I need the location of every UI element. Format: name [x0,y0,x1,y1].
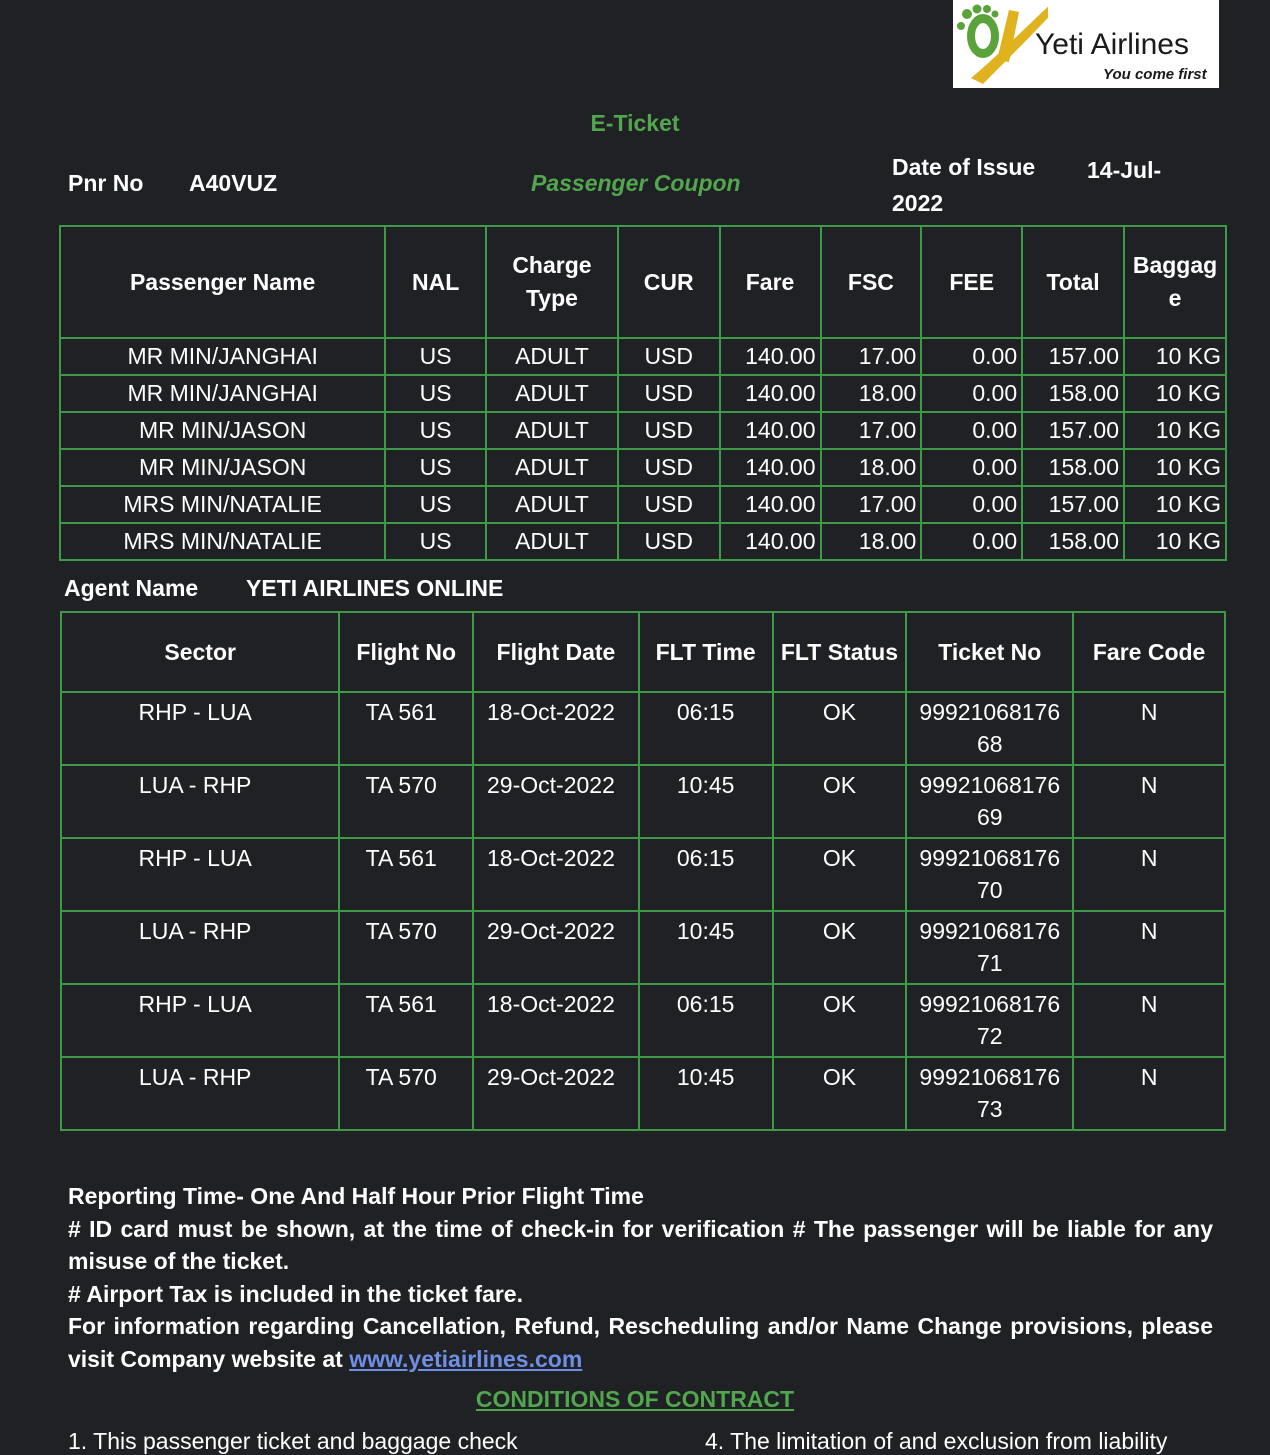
flight-table [60,611,1226,1131]
ticket-no-part2: 72 [976,1023,1003,1049]
passenger-cell: US [385,338,486,375]
fare-code-cell: N [1073,692,1225,765]
passenger-cell: 140.00 [720,449,821,486]
flight-no-cell: TA 570 [339,1057,473,1130]
agent-name-label: Agent Name [64,575,199,601]
page-title: E-Ticket [590,110,680,136]
ticket-notes [68,1180,1213,1375]
conditions-of-contract-heading: CONDITIONS OF CONTRACT [475,1386,795,1412]
ticket-no-cell [906,765,1073,838]
ticket-no-part1: 99921068176 [919,991,1061,1017]
sector-cell: LUA - RHP [61,911,339,984]
pnr-value: A40VUZ [189,170,278,196]
condition-4-text: 4. The limitation of and exclusion from liability [705,1428,1168,1454]
col-header-flight-no: Flight No [339,612,473,692]
ticket-no-part2: 71 [976,950,1003,976]
flt-time-cell: 10:45 [639,911,773,984]
passenger-cell: US [385,523,486,560]
yeti-airlines-logo [953,0,1219,88]
passenger-cell: MR MIN/JANGHAI [60,338,385,375]
sector-cell: RHP - LUA [61,984,339,1057]
note-reporting-time: Reporting Time- One And Half Hour Prior Flight Time [68,1183,644,1209]
charge-type-line1: Charge [512,252,592,278]
flight-no-cell: TA 570 [339,765,473,838]
flight-date-cell: 29-Oct-2022 [473,1057,639,1130]
flt-time-cell: 06:15 [639,838,773,911]
passenger-cell: 140.00 [720,523,821,560]
ticket-no-part1: 99921068176 [919,1064,1061,1090]
passenger-cell: 140.00 [720,338,821,375]
passenger-cell: ADULT [486,375,618,412]
fare-code-cell: N [1073,984,1225,1057]
col-header-charge-type [486,226,618,338]
agent-name-value: YETI AIRLINES ONLINE [246,575,504,601]
flt-status-cell: OK [773,984,907,1057]
col-header-baggage [1124,226,1226,338]
passenger-cell: MRS MIN/NATALIE [60,523,385,560]
flight-no-cell: TA 561 [339,838,473,911]
passenger-cell: 17.00 [821,338,922,375]
baggage-line2: e [1168,285,1182,311]
col-header-nal: NAL [385,226,486,338]
flt-time-cell: 06:15 [639,692,773,765]
passenger-row [60,523,1226,560]
passenger-cell: ADULT [486,338,618,375]
passenger-cell: 10 KG [1124,523,1226,560]
passenger-cell: 157.00 [1022,338,1124,375]
passenger-cell: 157.00 [1022,412,1124,449]
note-airport-tax: # Airport Tax is included in the ticket fare. [68,1280,523,1307]
passenger-cell: 10 KG [1124,375,1226,412]
passenger-cell: 17.00 [821,412,922,449]
passenger-cell: 10 KG [1124,486,1226,523]
passenger-cell: US [385,375,486,412]
passenger-cell: MR MIN/JASON [60,412,385,449]
passenger-table [59,225,1227,561]
flight-no-cell: TA 561 [339,984,473,1057]
flight-date-cell: 18-Oct-2022 [473,692,639,765]
note-cancellation-text: For information regarding Cancellation, Refund, Rescheduling and/or Name Change provisions, please visit Company website at [68,1313,1213,1372]
passenger-cell: 0.00 [921,412,1022,449]
flight-row [61,765,1225,838]
condition-1-text: 1. This passenger ticket and baggage check [68,1428,518,1454]
flight-table-header [61,612,1225,692]
passenger-cell: 158.00 [1022,375,1124,412]
passenger-row [60,412,1226,449]
ticket-no-part1: 99921068176 [919,845,1061,871]
passenger-cell: MRS MIN/NATALIE [60,486,385,523]
flt-status-cell: OK [773,692,907,765]
ticket-no-cell [906,838,1073,911]
passenger-cell: US [385,486,486,523]
note-cancellation [68,1310,1213,1375]
fare-code-cell: N [1073,1057,1225,1130]
col-header-cur: CUR [618,226,720,338]
flt-time-cell: 10:45 [639,765,773,838]
col-header-fsc: FSC [821,226,922,338]
col-header-flight-date: Flight Date [473,612,639,692]
passenger-cell: USD [618,449,720,486]
passenger-cell: 10 KG [1124,338,1226,375]
baggage-line1: Baggag [1132,252,1218,278]
passenger-cell: 10 KG [1124,412,1226,449]
col-header-flt-time: FLT Time [639,612,773,692]
passenger-cell: 140.00 [720,486,821,523]
date-of-issue-label: Date of Issue [892,154,1036,180]
sector-cell: LUA - RHP [61,1057,339,1130]
flight-date-cell: 18-Oct-2022 [473,984,639,1057]
passenger-cell: ADULT [486,412,618,449]
fare-code-cell: N [1073,765,1225,838]
passenger-cell: ADULT [486,449,618,486]
passenger-cell: 158.00 [1022,523,1124,560]
passenger-cell: 0.00 [921,338,1022,375]
flt-time-cell: 10:45 [639,1057,773,1130]
note-id-card: # ID card must be shown, at the time of check-in for verification # The passenger will be liable for any misuse of the ticket. [68,1215,1213,1274]
flt-status-cell: OK [773,838,907,911]
ticket-no-part1: 99921068176 [919,699,1061,725]
col-header-total: Total [1022,226,1124,338]
passenger-cell: MR MIN/JANGHAI [60,375,385,412]
passenger-cell: 18.00 [821,523,922,560]
ticket-no-part1: 99921068176 [919,772,1061,798]
flight-date-cell: 29-Oct-2022 [473,765,639,838]
passenger-cell: USD [618,523,720,560]
ticket-no-cell [906,984,1073,1057]
logo-name: Yeti Airlines [1035,28,1189,61]
col-header-flt-status: FLT Status [773,612,907,692]
flight-no-cell: TA 561 [339,692,473,765]
passenger-cell: 17.00 [821,486,922,523]
passenger-cell: USD [618,375,720,412]
passenger-row [60,338,1226,375]
passenger-cell: US [385,412,486,449]
flight-date-cell: 18-Oct-2022 [473,838,639,911]
passenger-table-header [60,226,1226,338]
passenger-cell: 158.00 [1022,449,1124,486]
col-header-fare: Fare [720,226,821,338]
flight-row [61,692,1225,765]
passenger-cell: 0.00 [921,523,1022,560]
company-website-link[interactable]: www.yetiairlines.com [349,1345,583,1372]
passenger-cell: USD [618,486,720,523]
passenger-cell: 0.00 [921,486,1022,523]
flight-date-cell: 29-Oct-2022 [473,911,639,984]
flight-row [61,1057,1225,1130]
passenger-cell: MR MIN/JASON [60,449,385,486]
passenger-cell: US [385,449,486,486]
passenger-cell: 18.00 [821,375,922,412]
logo-tagline: You come first [1103,66,1207,83]
passenger-cell: 140.00 [720,375,821,412]
fare-code-cell: N [1073,911,1225,984]
ticket-no-cell [906,1057,1073,1130]
flight-row [61,838,1225,911]
flt-status-cell: OK [773,911,907,984]
col-header-ticket-no: Ticket No [906,612,1073,692]
passenger-cell: 157.00 [1022,486,1124,523]
passenger-cell: USD [618,412,720,449]
flight-row [61,911,1225,984]
date-of-issue-value [892,154,1182,220]
ticket-no-part2: 70 [976,877,1003,903]
passenger-cell: 0.00 [921,375,1022,412]
ticket-no-part2: 68 [976,731,1003,757]
fare-code-cell: N [1073,838,1225,911]
col-header-passenger-name: Passenger Name [60,226,385,338]
col-header-sector: Sector [61,612,339,692]
date-of-issue-line1: 14-Jul- [1087,157,1162,183]
coupon-title: Passenger Coupon [531,170,741,196]
flt-status-cell: OK [773,765,907,838]
sector-cell: RHP - LUA [61,692,339,765]
ticket-no-cell [906,692,1073,765]
passenger-cell: ADULT [486,486,618,523]
ticket-no-part2: 69 [976,804,1003,830]
passenger-cell: 10 KG [1124,449,1226,486]
passenger-cell: 18.00 [821,449,922,486]
ticket-no-part1: 99921068176 [919,918,1061,944]
sector-cell: RHP - LUA [61,838,339,911]
pnr-label: Pnr No [68,170,144,196]
col-header-fee: FEE [921,226,1022,338]
ticket-no-cell [906,911,1073,984]
logo-mark-icon [953,0,1048,88]
col-header-fare-code: Fare Code [1073,612,1225,692]
passenger-row [60,375,1226,412]
flight-row [61,984,1225,1057]
sector-cell: LUA - RHP [61,765,339,838]
flight-no-cell: TA 570 [339,911,473,984]
passenger-cell: USD [618,338,720,375]
date-of-issue-line2: 2022 [892,190,944,216]
passenger-row [60,486,1226,523]
passenger-row [60,449,1226,486]
charge-type-line2: Type [525,285,578,311]
passenger-cell: 140.00 [720,412,821,449]
passenger-cell: ADULT [486,523,618,560]
passenger-cell: 0.00 [921,449,1022,486]
flt-status-cell: OK [773,1057,907,1130]
ticket-no-part2: 73 [976,1096,1003,1122]
flt-time-cell: 06:15 [639,984,773,1057]
